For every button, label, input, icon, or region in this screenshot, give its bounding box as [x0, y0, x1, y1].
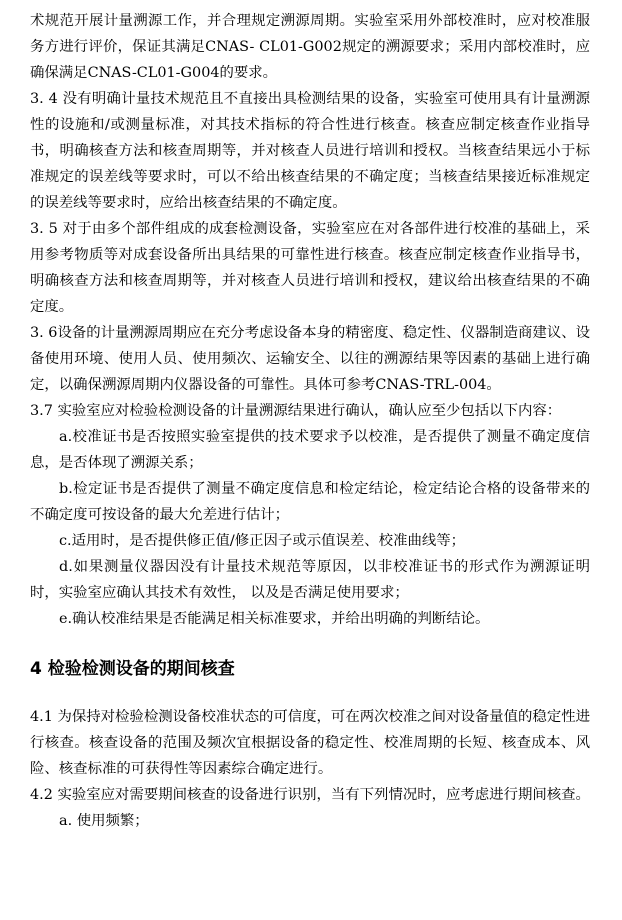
- list-item-e: e.确认校准结果是否能满足相关标准要求，并给出明确的判断结论。: [59, 611, 490, 627]
- list-item-b: b.检定证书是否提供了测量不确定度信息和检定结论，检定结论合格的设备带来的不确定度可按设备的最大允差进行估计；: [30, 481, 590, 523]
- paragraph-3-7: 3.7 实验室应对检验检测设备的计量溯源结果进行确认，确认应至少包括以下内容：: [30, 403, 562, 419]
- section-heading-4: 4 检验检测设备的期间核查: [30, 659, 235, 679]
- list-item-a: a.校准证书是否按照实验室提供的技术要求予以校准，是否提供了测量不确定度信息，是否体现了溯源关系；: [30, 429, 590, 471]
- paragraph-3-5: 3. 5 对于由多个部件组成的成套检测设备，实验室应在对各部件进行校准的基础上，采用参考物质等对成套设备所出具结果的可靠性进行核查。核查应制定核查作业指导书，明确核查方法和核查周期等，并对核查人员进行培训和授权，建议给出核查结果的不确定度。: [30, 221, 590, 315]
- list-item-d: d.如果测量仪器因没有计量技术规范等原因，以非校准证书的形式作为溯源证明时，实验室应确认其技术有效性， 以及是否满足使用要求；: [30, 559, 590, 601]
- document-page: [30, 8, 590, 834]
- paragraph-3-3-continued: 术规范开展计量溯源工作，并合理规定溯源周期。实验室采用外部校准时，应对校准服务方进行评价，保证其满足CNAS- CL01-G002规定的溯源要求；采用内部校准时，应确保满足CNAS-CL01-G004的要求。: [30, 13, 590, 81]
- paragraph-4-2: 4.2 实验室应对需要期间核查的设备进行识别，当有下列情况时，应考虑进行期间核查。: [30, 787, 590, 803]
- list-item-c: c.适用时，是否提供修正值/修正因子或示值误差、校准曲线等；: [59, 533, 466, 549]
- list-item-a-frequent-use: a. 使用频繁；: [59, 813, 149, 829]
- paragraph-3-4: 3. 4 没有明确计量技术规范且不直接出具检测结果的设备，实验室可使用具有计量溯源性的设施和/或测量标准，对其技术指标的符合性进行核查。核查应制定核查作业指导书，明确核查方法和核查周期等，并对核查人员进行培训和授权。当核查结果远小于标准规定的误差线等要求时，可以不给出核查结果的不确定度；当核查结果接近标准规定的误差线等要求时，应给出核查结果的不确定度。: [30, 91, 590, 211]
- paragraph-4-1: 4.1 为保持对检验检测设备校准状态的可信度，可在两次校准之间对设备量值的稳定性进行核查。核查设备的范围及频次宜根据设备的稳定性、校准周期的长短、核查成本、风险、核查标准的可获得性等因素综合确定进行。: [30, 709, 590, 777]
- paragraph-3-6: 3. 6设备的计量溯源周期应在充分考虑设备本身的精密度、稳定性、仪器制造商建议、设备使用环境、使用人员、使用频次、运输安全、以往的溯源结果等因素的基础上进行确定，以确保溯源周期内仪器设备的可靠性。具体可参考CNAS-TRL-004。: [30, 325, 590, 393]
